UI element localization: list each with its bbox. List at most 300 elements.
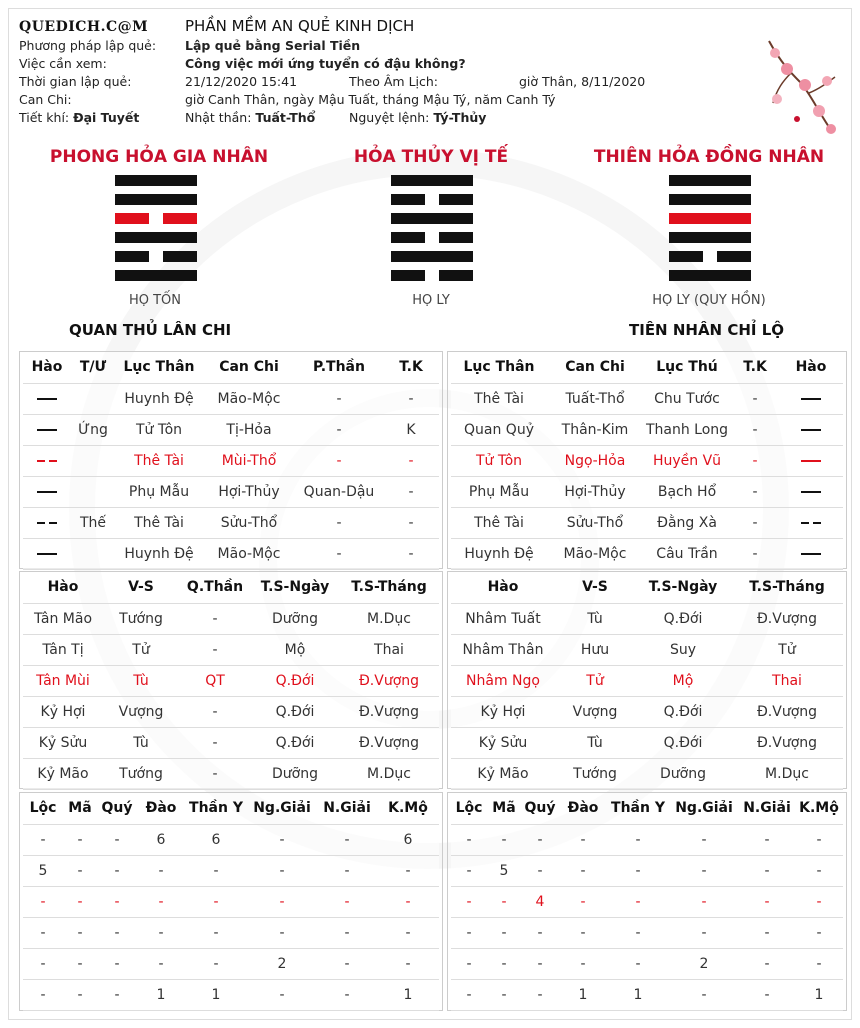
time-label: Thời gian lập quẻ:: [19, 74, 132, 89]
table-cell: Huynh Đệ: [115, 383, 203, 414]
table-cell: Hợi-Thủy: [547, 476, 643, 507]
table-row: [23, 917, 439, 948]
table-cell: Mùi-Thổ: [203, 445, 295, 476]
table-row: [23, 758, 439, 789]
table-row: [451, 383, 843, 414]
table-cell: Huynh Đệ: [451, 538, 547, 569]
table-cell: Kỷ Hợi: [23, 696, 103, 727]
table-cell: -: [63, 886, 97, 917]
plum-blossom-icon: [761, 33, 841, 143]
column-header: N.Giải: [317, 793, 377, 824]
table-row: [23, 665, 439, 696]
site-logo[interactable]: QUEDICH.C@M: [19, 19, 149, 35]
table-cell: Dưỡng: [635, 758, 731, 789]
table-cell: Tướng: [103, 603, 179, 634]
table-cell: -: [179, 634, 251, 665]
yang-line-icon: [779, 476, 843, 507]
table-cell: -: [97, 979, 137, 1010]
table-cell: -: [451, 855, 487, 886]
table-cell: -: [383, 383, 439, 414]
hexagram-changed: [669, 175, 751, 289]
changed-hexagram-table: [451, 352, 843, 570]
table-cell: QT: [179, 665, 251, 696]
table-cell: -: [185, 886, 247, 917]
table-cell: -: [451, 979, 487, 1010]
table-cell: -: [295, 507, 383, 538]
yin-line: [669, 251, 751, 262]
column-header: T.K: [383, 352, 439, 383]
table-cell: -: [795, 824, 843, 855]
table-row: [451, 696, 843, 727]
table-cell: -: [295, 383, 383, 414]
yang-line: [669, 213, 751, 224]
column-header: T.S-Ngày: [635, 572, 731, 603]
column-header: Hào: [23, 572, 103, 603]
table-cell: Ngọ-Hỏa: [547, 445, 643, 476]
yang-line: [391, 251, 473, 262]
yang-line: [115, 270, 197, 281]
table-header-row: [23, 352, 439, 383]
table-cell: -: [179, 603, 251, 634]
table-cell: Phụ Mẫu: [451, 476, 547, 507]
table-cell: -: [521, 948, 559, 979]
table-cell: Tuất-Thổ: [547, 383, 643, 414]
table-cell: -: [247, 824, 317, 855]
column-header: Lục Thú: [643, 352, 731, 383]
table-cell: -: [317, 855, 377, 886]
hexagram-title-changed: THIÊN HỎA ĐỒNG NHÂN: [593, 147, 825, 167]
table-row: [23, 383, 439, 414]
table-row: [23, 414, 439, 445]
table-cell: 5: [23, 855, 63, 886]
yang-line: [669, 270, 751, 281]
table-row: [451, 665, 843, 696]
table-row: [23, 507, 439, 538]
hexagram-family-changed: HỌ LY (QUY HỒN): [652, 293, 766, 308]
table-cell: Đ.Vượng: [339, 696, 439, 727]
table-cell: [71, 476, 115, 507]
table-cell: Đ.Vượng: [731, 696, 843, 727]
column-header: N.Giải: [739, 793, 795, 824]
table-cell: -: [317, 824, 377, 855]
table-cell: -: [607, 917, 669, 948]
table-cell: M.Dục: [339, 603, 439, 634]
table-cell: Hợi-Thủy: [203, 476, 295, 507]
table-cell: -: [23, 824, 63, 855]
table-cell: -: [731, 507, 779, 538]
table-cell: -: [97, 917, 137, 948]
main-strength-table: [23, 572, 439, 790]
table-cell: -: [607, 824, 669, 855]
table-cell: -: [521, 824, 559, 855]
table-cell: -: [487, 979, 521, 1010]
table-cell: -: [377, 886, 439, 917]
nguyetlenh-value: Tý-Thủy: [433, 110, 487, 125]
table-cell: -: [23, 886, 63, 917]
yang-line-icon: [779, 538, 843, 569]
table-cell: Quan-Dậu: [295, 476, 383, 507]
table-cell: Mão-Mộc: [203, 383, 295, 414]
table-cell: Suy: [635, 634, 731, 665]
table-cell: Tân Mùi: [23, 665, 103, 696]
table-cell: Q.Đới: [251, 665, 339, 696]
table-cell: Tù: [555, 727, 635, 758]
table-cell: -: [97, 886, 137, 917]
table-row: [23, 727, 439, 758]
table-cell: -: [295, 445, 383, 476]
yin-line: [115, 213, 197, 224]
table-cell: Mão-Mộc: [547, 538, 643, 569]
table-cell: 1: [185, 979, 247, 1010]
table-cell: Đ.Vượng: [731, 727, 843, 758]
yang-line: [115, 232, 197, 243]
table-cell: 1: [559, 979, 607, 1010]
table-cell: Tử Tôn: [115, 414, 203, 445]
table-cell: Tân Tị: [23, 634, 103, 665]
table-cell: -: [317, 886, 377, 917]
table-cell: Thai: [731, 665, 843, 696]
table-cell: [71, 538, 115, 569]
table-cell: -: [295, 414, 383, 445]
nhatthan-value: Tuất-Thổ: [255, 110, 316, 125]
table-cell: Nhâm Tuất: [451, 603, 555, 634]
column-header: T.S-Tháng: [731, 572, 843, 603]
yang-line-icon: [779, 445, 843, 476]
table-row: [23, 886, 439, 917]
table-cell: Đ.Vượng: [339, 665, 439, 696]
table-cell: -: [97, 824, 137, 855]
column-header: Mã: [63, 793, 97, 824]
table-cell: Vượng: [555, 696, 635, 727]
table-cell: -: [377, 948, 439, 979]
table-cell: -: [795, 855, 843, 886]
table-row: [23, 979, 439, 1010]
column-header: Lộc: [451, 793, 487, 824]
table-cell: -: [23, 948, 63, 979]
table-cell: -: [487, 948, 521, 979]
table-cell: -: [383, 476, 439, 507]
table-cell: -: [795, 917, 843, 948]
table-cell: Thanh Long: [643, 414, 731, 445]
table-row: [23, 824, 439, 855]
table-cell: Sửu-Thổ: [203, 507, 295, 538]
table-cell: -: [739, 824, 795, 855]
table-cell: Q.Đới: [635, 696, 731, 727]
column-header: Quý: [521, 793, 559, 824]
table-cell: -: [559, 917, 607, 948]
table-cell: -: [23, 917, 63, 948]
table-cell: -: [179, 727, 251, 758]
time-value: 21/12/2020 15:41: [185, 74, 298, 89]
yin-line-icon: [779, 507, 843, 538]
report-page: [8, 8, 852, 1020]
yang-line: [391, 213, 473, 224]
column-header: V-S: [555, 572, 635, 603]
column-header: Đào: [137, 793, 185, 824]
column-header: Hào: [779, 352, 843, 383]
table-cell: -: [179, 696, 251, 727]
table-row: [451, 445, 843, 476]
column-header: Thần Y: [185, 793, 247, 824]
column-header: T/Ư: [71, 352, 115, 383]
question-label: Việc cần xem:: [19, 56, 107, 71]
yang-line: [669, 194, 751, 205]
hexagram-title-main: PHONG HỎA GIA NHÂN: [49, 147, 269, 167]
table-cell: 1: [607, 979, 669, 1010]
table-cell: Tử: [555, 665, 635, 696]
table-header-row: [451, 572, 843, 603]
table-cell: Đ.Vượng: [339, 727, 439, 758]
table-cell: -: [451, 948, 487, 979]
table-cell: -: [795, 948, 843, 979]
table-cell: Nhâm Thân: [451, 634, 555, 665]
table-cell: -: [669, 855, 739, 886]
table-cell: Tướng: [103, 758, 179, 789]
table-cell: Tử: [103, 634, 179, 665]
yang-line: [669, 175, 751, 186]
table-cell: -: [137, 948, 185, 979]
yang-line-icon: [23, 383, 71, 414]
table-cell: -: [247, 886, 317, 917]
table-row: [451, 855, 843, 886]
table-cell: Đằng Xà: [643, 507, 731, 538]
right-subtitle: TIÊN NHÂN CHỈ LỘ: [629, 321, 785, 339]
table-cell: 1: [137, 979, 185, 1010]
nhatthan-label: Nhật thần: Tuất-Thổ: [185, 110, 316, 125]
yang-line-icon: [779, 383, 843, 414]
table-cell: -: [383, 445, 439, 476]
table-row: [451, 507, 843, 538]
table-cell: Chu Tước: [643, 383, 731, 414]
column-header: Lộc: [23, 793, 63, 824]
table-cell: 1: [377, 979, 439, 1010]
hexagram-family-main: HỌ TỐN: [128, 293, 182, 308]
table-row: [23, 445, 439, 476]
table-cell: Tù: [103, 665, 179, 696]
table-row: [451, 634, 843, 665]
table-cell: -: [739, 948, 795, 979]
table-cell: Câu Trần: [643, 538, 731, 569]
table-row: [451, 603, 843, 634]
table-cell: -: [451, 824, 487, 855]
changed-strength-table: [451, 572, 843, 790]
table-cell: -: [487, 824, 521, 855]
yin-line-icon: [23, 445, 71, 476]
table-cell: -: [607, 886, 669, 917]
table-cell: Kỷ Mão: [451, 758, 555, 789]
table-cell: Thê Tài: [451, 507, 547, 538]
table-cell: Ứng: [71, 414, 115, 445]
yin-line: [391, 270, 473, 281]
table-cell: Q.Đới: [635, 727, 731, 758]
tietkhi-value: Đại Tuyết: [73, 110, 140, 125]
table-cell: Thai: [339, 634, 439, 665]
table-cell: -: [63, 948, 97, 979]
table-cell: 2: [669, 948, 739, 979]
table-cell: -: [63, 979, 97, 1010]
column-header: Can Chi: [547, 352, 643, 383]
table-cell: -: [185, 948, 247, 979]
table-cell: Mão-Mộc: [203, 538, 295, 569]
table-cell: Tướng: [555, 758, 635, 789]
table-cell: Huyền Vũ: [643, 445, 731, 476]
table-cell: -: [559, 886, 607, 917]
table-cell: Dưỡng: [251, 758, 339, 789]
table-row: [451, 538, 843, 569]
column-header: Quý: [97, 793, 137, 824]
canchi-value: giờ Canh Thân, ngày Mậu Tuất, tháng Mậu Tý, năm Canh Tý: [185, 92, 556, 107]
table-cell: -: [669, 886, 739, 917]
method-value: Lập quẻ bằng Serial Tiền: [185, 38, 361, 53]
table-cell: -: [185, 917, 247, 948]
yang-line-icon: [23, 476, 71, 507]
column-header: Hào: [451, 572, 555, 603]
table-cell: Tù: [103, 727, 179, 758]
table-cell: -: [731, 476, 779, 507]
table-cell: -: [739, 886, 795, 917]
table-cell: -: [63, 855, 97, 886]
table-cell: -: [383, 538, 439, 569]
tietkhi-label: Tiết khí: Đại Tuyết: [19, 110, 140, 125]
table-cell: -: [739, 979, 795, 1010]
table-cell: Sửu-Thổ: [547, 507, 643, 538]
table-cell: Hưu: [555, 634, 635, 665]
table-cell: -: [63, 917, 97, 948]
table-cell: -: [317, 979, 377, 1010]
table-cell: Huynh Đệ: [115, 538, 203, 569]
method-label: Phương pháp lập quẻ:: [19, 38, 157, 53]
yin-line-icon: [23, 507, 71, 538]
column-header: Ng.Giải: [669, 793, 739, 824]
column-header: T.S-Tháng: [339, 572, 439, 603]
table-row: [451, 886, 843, 917]
table-header-row: [23, 793, 439, 824]
table-row: [451, 476, 843, 507]
table-cell: -: [559, 824, 607, 855]
column-header: P.Thần: [295, 352, 383, 383]
table-cell: -: [97, 855, 137, 886]
table-row: [451, 758, 843, 789]
table-row: [451, 824, 843, 855]
table-cell: Q.Đới: [251, 696, 339, 727]
yang-line: [669, 232, 751, 243]
table-cell: 6: [185, 824, 247, 855]
table-cell: -: [317, 948, 377, 979]
table-cell: -: [487, 886, 521, 917]
table-cell: Tù: [555, 603, 635, 634]
hexagram-mutual: [391, 175, 473, 289]
table-cell: -: [451, 886, 487, 917]
table-cell: -: [377, 855, 439, 886]
table-cell: Đ.Vượng: [731, 603, 843, 634]
yang-line: [391, 175, 473, 186]
table-cell: Q.Đới: [635, 603, 731, 634]
table-row: [23, 538, 439, 569]
table-cell: 1: [795, 979, 843, 1010]
table-cell: -: [731, 383, 779, 414]
table-cell: Kỷ Hợi: [451, 696, 555, 727]
table-cell: M.Dục: [731, 758, 843, 789]
table-cell: -: [739, 855, 795, 886]
column-header: T.K: [731, 352, 779, 383]
yang-line-icon: [23, 414, 71, 445]
table-cell: [71, 383, 115, 414]
table-row: [451, 917, 843, 948]
yin-line: [115, 251, 197, 262]
table-cell: Tị-Hỏa: [203, 414, 295, 445]
table-cell: -: [487, 917, 521, 948]
column-header: Lục Thân: [451, 352, 547, 383]
table-cell: -: [607, 948, 669, 979]
table-cell: -: [377, 917, 439, 948]
table-cell: Phụ Mẫu: [115, 476, 203, 507]
column-header: Can Chi: [203, 352, 295, 383]
table-row: [23, 634, 439, 665]
canchi-label: Can Chi:: [19, 92, 72, 107]
yin-line: [391, 194, 473, 205]
table-cell: 2: [247, 948, 317, 979]
table-cell: Kỷ Sửu: [23, 727, 103, 758]
main-hexagram-table: [23, 352, 439, 570]
changed-star-table: [451, 793, 843, 1011]
table-cell: -: [247, 855, 317, 886]
table-cell: Kỷ Mão: [23, 758, 103, 789]
table-cell: -: [731, 538, 779, 569]
table-header-row: [451, 352, 843, 383]
yang-line-icon: [779, 414, 843, 445]
column-header: T.S-Ngày: [251, 572, 339, 603]
yang-line: [115, 194, 197, 205]
table-cell: -: [383, 507, 439, 538]
column-header: Ng.Giải: [247, 793, 317, 824]
table-cell: -: [607, 855, 669, 886]
table-cell: -: [185, 855, 247, 886]
table-row: [23, 603, 439, 634]
table-cell: -: [295, 538, 383, 569]
table-cell: -: [247, 917, 317, 948]
table-cell: Q.Đới: [251, 727, 339, 758]
table-cell: -: [137, 855, 185, 886]
table-cell: Kỷ Sửu: [451, 727, 555, 758]
table-row: [451, 727, 843, 758]
table-row: [451, 979, 843, 1010]
table-cell: Thế: [71, 507, 115, 538]
table-cell: Tử Tôn: [451, 445, 547, 476]
table-cell: -: [559, 948, 607, 979]
table-cell: -: [137, 917, 185, 948]
table-cell: 4: [521, 886, 559, 917]
table-cell: Thân-Kim: [547, 414, 643, 445]
column-header: K.Mộ: [377, 793, 439, 824]
column-header: Lục Thân: [115, 352, 203, 383]
hexagram-main: [115, 175, 197, 289]
nguyetlenh-label: Nguyệt lệnh: Tý-Thủy: [349, 110, 487, 125]
table-cell: [71, 445, 115, 476]
table-cell: -: [521, 979, 559, 1010]
table-header-row: [23, 572, 439, 603]
table-cell: -: [23, 979, 63, 1010]
column-header: Hào: [23, 352, 71, 383]
table-row: [23, 855, 439, 886]
page-title: PHẦN MỀM AN QUẺ KINH DỊCH: [185, 17, 415, 35]
table-cell: K: [383, 414, 439, 445]
lunar-value: giờ Thân, 8/11/2020: [519, 74, 646, 89]
table-cell: 5: [487, 855, 521, 886]
table-cell: -: [521, 855, 559, 886]
table-cell: -: [795, 886, 843, 917]
table-cell: -: [559, 855, 607, 886]
table-cell: -: [97, 948, 137, 979]
